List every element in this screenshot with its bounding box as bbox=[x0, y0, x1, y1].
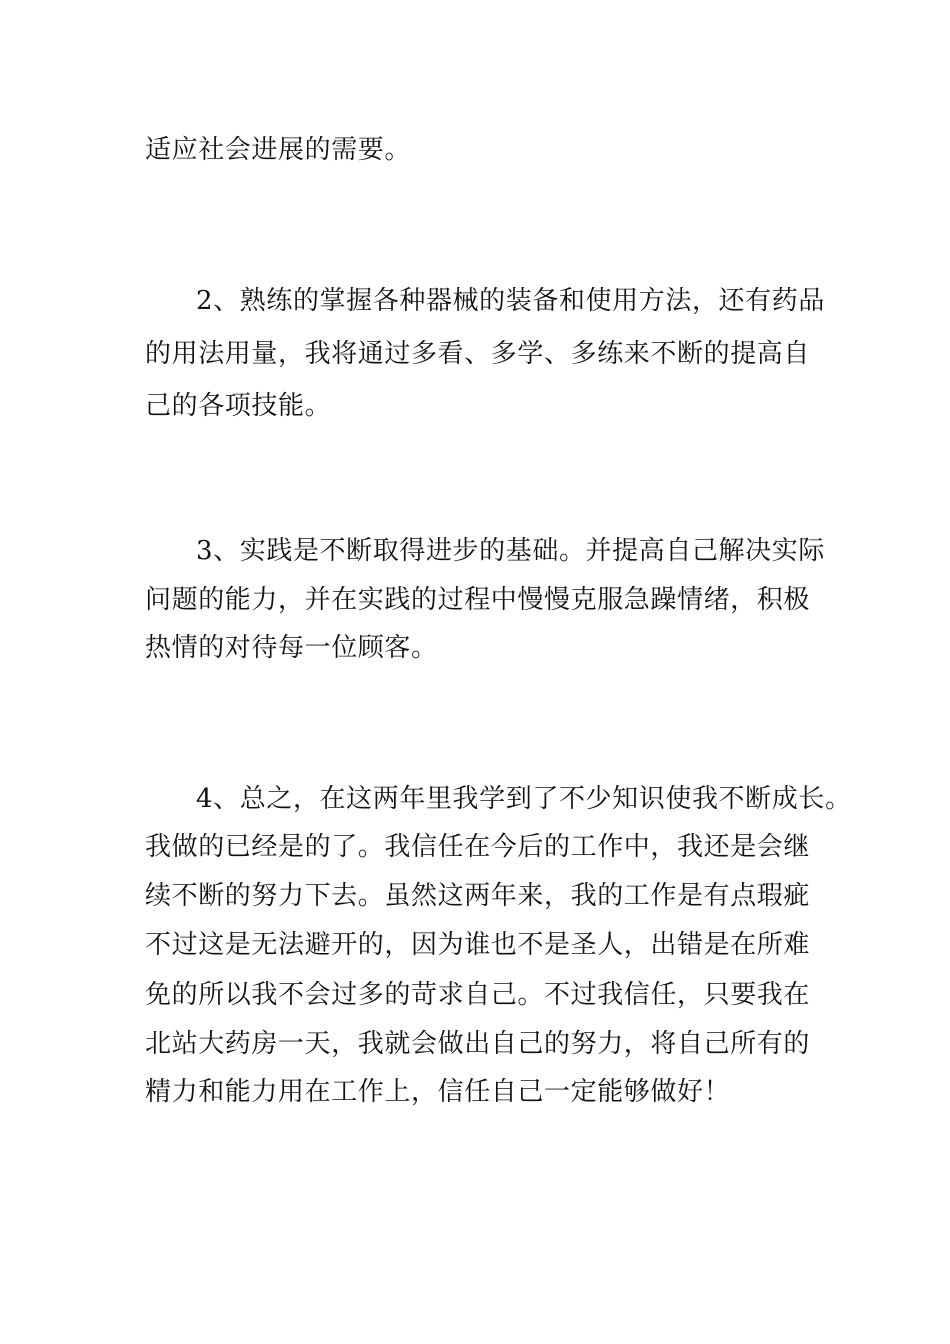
paragraph-3-line-2: 问题的能力，并在实践的过程中慢慢克服急躁情绪，积极 bbox=[145, 585, 811, 615]
paragraph-4-line-2: 我做的已经是的了。我信任在今后的工作中，我还是会继 bbox=[145, 832, 811, 862]
paragraph-4-line-5: 免的所以我不会过多的苛求自己。不过我信任，只要我在 bbox=[145, 980, 811, 1010]
paragraph-2-line-3: 己的各项技能。 bbox=[145, 391, 332, 421]
paragraph-4-line-6: 北站大药房一天，我就会做出自己的努力，将自己所有的 bbox=[145, 1029, 811, 1059]
paragraph-4-line-3: 续不断的努力下去。虽然这两年来，我的工作是有点瑕疵 bbox=[145, 881, 811, 911]
paragraph-2-line-2: 的用法用量，我将通过多看、多学、多练来不断的提高自 bbox=[145, 339, 811, 369]
paragraph-3-line-1: 3、实践是不断取得进步的基础。并提高自己解决实际 bbox=[196, 536, 825, 566]
paragraph-4-line-4: 不过这是无法避开的，因为谁也不是圣人，出错是在所难 bbox=[145, 930, 811, 960]
paragraph-2-line-1: 2、熟练的掌握各种器械的装备和使用方法，还有药品 bbox=[196, 286, 825, 316]
paragraph-1-line-1: 适应社会进展的需要。 bbox=[145, 135, 412, 165]
paragraph-4-line-1: 4、总之，在这两年里我学到了不少知识使我不断成长。 bbox=[196, 784, 852, 814]
paragraph-3-line-3: 热情的对待每一位顾客。 bbox=[145, 633, 438, 663]
paragraph-4-line-7: 精力和能力用在工作上，信任自己一定能够做好！ bbox=[145, 1077, 731, 1107]
